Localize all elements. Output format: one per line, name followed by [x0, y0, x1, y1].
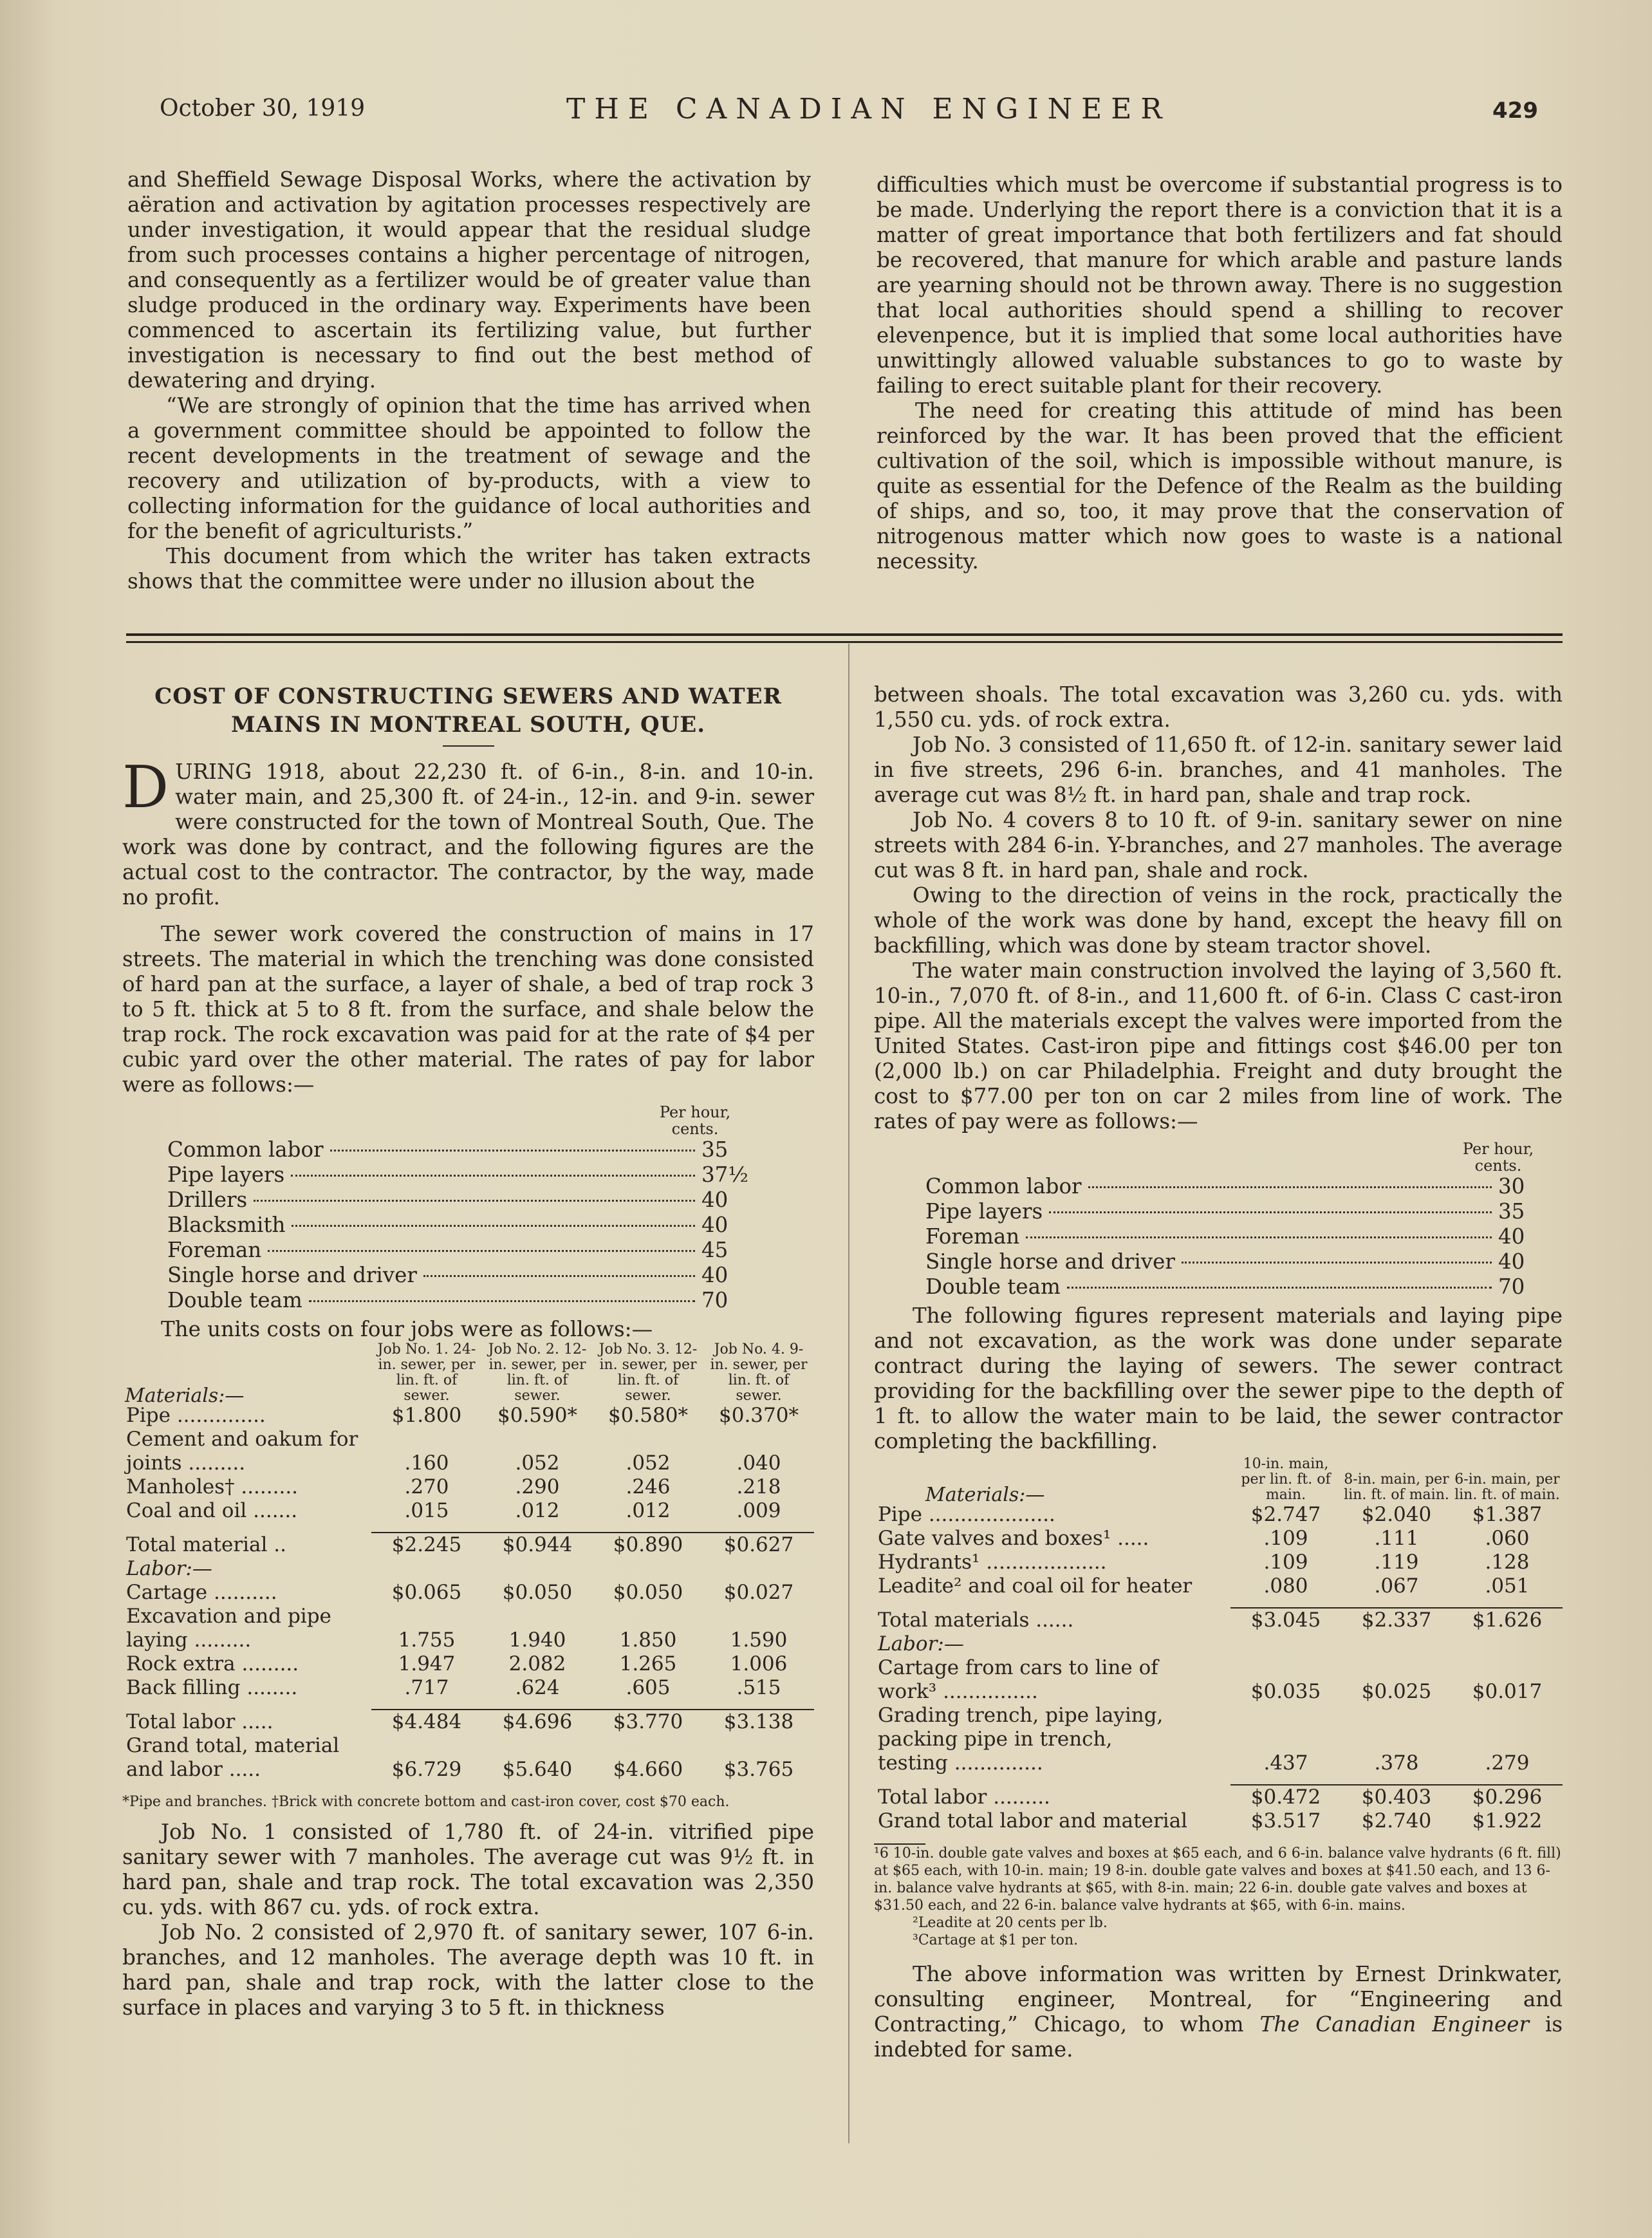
- continuation-paragraph: between shoals. The total excavation was 3,260 cu. yds. with 1,550 cu. yds. of rock extra.: [874, 682, 1563, 732]
- cell-value: $0.050: [502, 1581, 573, 1604]
- rate-label: Foreman: [925, 1224, 1020, 1249]
- paragraph: “We are strongly of opinion that the time has arrived when a government committee should be appointed to follow the recent developments in the treatment of sewage and the recovery and utilization of by-products, with a view to collecting information for the guidance of local authorities and for the benefit of agriculturists.”: [127, 393, 811, 543]
- paragraph: The need for creating this attitude of mind has been reinforced by the war. It has been proved that the efficient cultivation of the soil, which is impossible without manure, is quite as essential for the Defence of the Realm as the building of ships, and so, too, it may prove that the conservation of nitrogenous matter which now goes to waste is a national necessity.: [877, 398, 1563, 573]
- column-divider: [848, 644, 849, 2143]
- rate-value: 40: [701, 1188, 729, 1212]
- page-header: [148, 89, 1538, 134]
- rate-label: Pipe layers: [925, 1199, 1043, 1224]
- cell-value: .378: [1374, 1751, 1419, 1775]
- cell-value: .119: [1374, 1551, 1419, 1574]
- cell-value: [1452, 1728, 1563, 1751]
- journal-title: THE CANADIAN ENGINEER: [566, 93, 1171, 126]
- article-left-column: [122, 682, 814, 2020]
- cell-value: $6.729: [391, 1758, 462, 1781]
- cell-value: .605: [626, 1676, 671, 1699]
- table-row: [874, 1656, 1563, 1680]
- cell-value: .067: [1374, 1574, 1419, 1598]
- cell-value: .270: [404, 1475, 449, 1498]
- spacer-cell: [593, 1700, 703, 1710]
- table-row: [122, 1734, 814, 1758]
- job2-paragraph: Job No. 2 consisted of 2,970 ft. of sanitary sewer, 107 6-in. branches, and 12 manholes. The average depth was 10 ft. in hard pan, shale and trap rock, with the latter close to the surface in places and varying 3 to 5 ft. in thickness: [122, 1920, 814, 2020]
- materials-label: Materials:—: [125, 1385, 245, 1407]
- cell-value: [1341, 1728, 1452, 1751]
- cell-value: [703, 1428, 814, 1451]
- materials-label: Materials:—: [925, 1484, 1045, 1506]
- cell-value: [1452, 1704, 1563, 1728]
- row-label: Excavation and pipe: [126, 1605, 331, 1628]
- rate-row: [167, 1263, 747, 1288]
- table-row: [874, 1751, 1563, 1775]
- spacer-cell: [482, 1700, 593, 1710]
- cell-value: $0.027: [723, 1581, 794, 1604]
- cell-value: .109: [1263, 1527, 1308, 1550]
- table-row: [874, 1574, 1563, 1598]
- column-header: Job No. 3. 12-in. sewer, per lin. ft. of sewer.: [599, 1341, 698, 1404]
- rate-row: [167, 1288, 747, 1313]
- cell-value: $2.337: [1341, 1608, 1452, 1632]
- cell-value: $0.403: [1341, 1785, 1452, 1809]
- row-label: Grand total labor and material: [878, 1809, 1188, 1832]
- footnote: ²Leadite at 20 cents per lb.: [913, 1915, 1108, 1931]
- leader-dots: [330, 1150, 695, 1152]
- cell-value: [703, 1557, 814, 1581]
- cell-value: $3.138: [703, 1710, 814, 1734]
- cell-value: [482, 1605, 593, 1628]
- row-label: Rock extra .........: [126, 1652, 299, 1675]
- job1-paragraph: Job No. 1 consisted of 1,780 ft. of 24-in. vitrified pipe sanitary sewer with 7 manholes. The average cut was 9½ ft. in hard pan, shale and trap rock. The total excavation was 2,350 cu. yds. with 867 cu. yds. of rock extra.: [122, 1820, 814, 1919]
- cell-value: $4.484: [371, 1710, 482, 1734]
- row-label: Total labor .....: [126, 1710, 274, 1733]
- paragraph: difficulties which must be overcome if substantial progress is to be made. Underlying the report there is a conviction that it is a matter of great importance that both fertilizers and fat should be recovered, that manure for which arable and pasture lands are yearning should not be thrown away. There is no suggestion that local authorities should spend a shilling to recover elevenpence, but it is implied that some local authorities have unwittingly allowed valuable substances to go to waste by failing to erect suitable plant for their recovery.: [877, 173, 1563, 398]
- cell-value: $3.770: [593, 1710, 703, 1734]
- sewer-table-body: [122, 1404, 814, 1782]
- cell-value: .515: [736, 1676, 781, 1699]
- cell-value: [703, 1605, 814, 1628]
- row-label: Back filling ........: [126, 1676, 298, 1699]
- cell-value: .009: [736, 1499, 781, 1522]
- sewer-cost-table: [122, 1342, 814, 1782]
- cell-value: .160: [404, 1451, 449, 1475]
- row-label: Total material ..: [126, 1533, 287, 1556]
- table-row: [122, 1428, 814, 1451]
- spacer-cell: [1341, 1775, 1452, 1785]
- row-label: and labor .....: [126, 1758, 261, 1781]
- rate-label: Double team: [925, 1274, 1061, 1299]
- row-label: Labor:—: [878, 1632, 964, 1655]
- table-row: [122, 1676, 814, 1700]
- cell-value: $0.065: [391, 1581, 462, 1604]
- cell-value: $1.626: [1452, 1608, 1563, 1632]
- cell-value: 2.082: [508, 1652, 566, 1675]
- cell-value: 1.006: [730, 1652, 788, 1675]
- spacer-cell: [1341, 1598, 1452, 1608]
- table-row: [122, 1628, 814, 1652]
- footnote: ³Cartage at $1 per ton.: [913, 1932, 1079, 1948]
- water-intro-paragraph: The following figures represent materials and laying pipe and not excavation, as the work was done under separate contract during the laying of sewers. The sewer contract providing for the backfilling over the sewer pipe to the depth of 1 ft. to allow the water main to be laid, the sewer contractor completing the backfilling.: [874, 1303, 1563, 1453]
- table-row: [122, 1605, 814, 1628]
- table-row: [122, 1652, 814, 1676]
- table-row: [874, 1785, 1563, 1809]
- cell-value: [703, 1734, 814, 1758]
- table-row: [874, 1632, 1563, 1656]
- column-header: 10-in. main, per lin. ft. of main.: [1241, 1456, 1331, 1503]
- table-row: [122, 1451, 814, 1475]
- article-right-column: [874, 682, 1563, 2062]
- cell-value: [371, 1557, 482, 1581]
- row-label: joints .........: [126, 1451, 246, 1475]
- table-row: [874, 1680, 1563, 1704]
- cell-value: $3.517: [1250, 1809, 1321, 1832]
- cell-value: $0.025: [1361, 1680, 1432, 1703]
- cell-value: $3.045: [1230, 1608, 1341, 1632]
- table-row: [874, 1809, 1563, 1833]
- rate-value: 40: [701, 1213, 729, 1237]
- row-label: work³ ...............: [878, 1680, 1038, 1703]
- footnote: ¹6 10-in. double gate valves and boxes at $65 each, and 6 6-in. balance valve hydrants (6 ft. fill) at $65 each, with 10-in. main; 19 8-in. double gate valves and boxes at $41.50 each, and 13 6-in. balance valve hydrants at $65, with 8-in. main; 22 6-in. double gate valves and boxes at $31.50 each, and 22 6-in. balance valve hydrants at $65, with 6-in. mains.: [874, 1845, 1561, 1914]
- rate-value: 70: [701, 1288, 729, 1312]
- cell-value: [1341, 1632, 1452, 1656]
- row-label: Leadite² and coal oil for heater: [878, 1574, 1193, 1598]
- cell-value: $0.944: [482, 1533, 593, 1557]
- rate-label: Single horse and driver: [167, 1263, 417, 1287]
- spacer-cell: [703, 1523, 814, 1533]
- cell-value: .012: [515, 1499, 560, 1522]
- cell-value: $2.740: [1361, 1809, 1432, 1832]
- cell-value: [371, 1605, 482, 1628]
- leader-dots: [423, 1275, 695, 1277]
- cell-value: $0.017: [1472, 1680, 1543, 1703]
- spacer-cell: [371, 1523, 482, 1533]
- closing-text: The above information was written by Ernest Drinkwater, consulting engineer, Montreal, for “Engineering and Contracting,” Chicago, to whom: [874, 1962, 1563, 2037]
- spacer-row: [874, 1598, 1563, 1608]
- row-label: Gate valves and boxes¹ .....: [878, 1527, 1149, 1550]
- cell-value: $1.387: [1472, 1503, 1543, 1526]
- column-header: 8-in. main, per lin. ft. of main.: [1344, 1471, 1449, 1503]
- cell-value: [482, 1734, 593, 1758]
- cell-value: .109: [1263, 1551, 1308, 1574]
- sewer-paragraph: The sewer work covered the construction of mains in 17 streets. The material in which the trenching was done consisted of hard pan at the surface, a layer of shale, a bed of trap rock 3 to 5 ft. thick at 5 to 8 ft. from the surface, and shale below the trap rock. The rock excavation was paid for at the rate of $4 per cubic yard over the other material. The rates of pay for labor were as follows:—: [122, 922, 814, 1097]
- journal-name-italic: The Canadian Engineer: [1259, 2012, 1530, 2037]
- table-row: [874, 1527, 1563, 1551]
- column-header: Job No. 2. 12-in. sewer, per lin. ft. of sewer.: [488, 1341, 587, 1404]
- water-rates-list: [925, 1141, 1543, 1300]
- cell-value: .111: [1374, 1527, 1419, 1550]
- cell-value: .051: [1485, 1574, 1530, 1598]
- cell-value: [1230, 1656, 1341, 1680]
- cell-value: $2.040: [1361, 1503, 1432, 1526]
- spacer-cell: [1230, 1598, 1341, 1608]
- cell-value: 1.940: [508, 1628, 566, 1652]
- table-row: [122, 1710, 814, 1734]
- leader-dots: [292, 1225, 695, 1227]
- leader-dots: [1049, 1211, 1492, 1213]
- top-right-column: [877, 173, 1563, 574]
- rate-row: [167, 1188, 747, 1213]
- cell-value: .218: [736, 1475, 781, 1498]
- rate-row: [167, 1137, 747, 1162]
- rate-value: 37½: [701, 1162, 748, 1187]
- drop-cap: D: [122, 754, 169, 821]
- table-row: [122, 1475, 814, 1499]
- cell-value: .012: [626, 1499, 671, 1522]
- table-row: [122, 1758, 814, 1782]
- column-header: Job No. 4. 9-in. sewer, per lin. ft. of sewer.: [710, 1341, 808, 1404]
- table-row: [874, 1728, 1563, 1751]
- intro-paragraph: [122, 754, 814, 910]
- closing-paragraph: [874, 1962, 1563, 2062]
- spacer-cell: [1230, 1775, 1341, 1785]
- cell-value: $0.296: [1452, 1785, 1563, 1809]
- rate-row: [925, 1274, 1543, 1300]
- sewer-rates-list: [167, 1104, 747, 1313]
- water-main-paragraph: The water main construction involved the laying of 3,560 ft. 10-in., 7,070 ft. of 8-in., and 11,600 ft. of 6-in. Class C cast-iron pipe. All the materials except the valves were imported from the United States. Cast-iron pipe and fittings cost $46.00 per ton (2,000 lb.) on car Philadelphia. Freight and duty brought the cost to $77.00 per ton on car 2 miles from line of work. The rates of pay were as follows:—: [874, 958, 1563, 1133]
- cell-value: $0.035: [1250, 1680, 1321, 1703]
- rate-row: [167, 1213, 747, 1238]
- spacer-cell: [874, 1775, 1230, 1785]
- cell-value: 1.947: [398, 1652, 456, 1675]
- rate-row: [925, 1249, 1543, 1274]
- row-label: testing ..............: [878, 1751, 1043, 1775]
- cell-value: .437: [1263, 1751, 1308, 1775]
- table-row: [874, 1503, 1563, 1527]
- rate-value: 40: [1498, 1249, 1525, 1274]
- cell-value: $0.472: [1230, 1785, 1341, 1809]
- cell-value: .128: [1485, 1551, 1530, 1574]
- table-row: [122, 1404, 814, 1428]
- cell-value: [593, 1605, 703, 1628]
- units-intro: The units costs on four jobs were as follows:—: [161, 1317, 653, 1341]
- rate-label: Single horse and driver: [925, 1249, 1175, 1274]
- rate-label: Drillers: [167, 1188, 248, 1212]
- column-header: Job No. 1. 24-in. sewer, per lin. ft. of sewer.: [377, 1341, 476, 1404]
- leader-dots: [291, 1175, 695, 1177]
- top-left-column: [127, 167, 811, 594]
- rate-value: 45: [701, 1238, 729, 1262]
- cell-value: $0.050: [613, 1581, 683, 1604]
- cell-value: .717: [404, 1676, 449, 1699]
- rate-label: Foreman: [167, 1238, 262, 1262]
- cell-value: [593, 1428, 703, 1451]
- table-row: [122, 1557, 814, 1581]
- cell-value: [593, 1734, 703, 1758]
- rates-header: Per hour, cents.: [659, 1103, 731, 1138]
- cell-value: .246: [626, 1475, 671, 1498]
- article-headline: COST OF CONSTRUCTING SEWERS AND WATER MAINS IN MONTREAL SOUTH, QUE.: [154, 684, 782, 738]
- rate-row: [925, 1174, 1543, 1199]
- cell-value: [1230, 1728, 1341, 1751]
- rate-label: Pipe layers: [167, 1162, 285, 1187]
- issue-date: October 30, 1919: [160, 95, 366, 122]
- headline-rule: [443, 745, 494, 747]
- row-label: Cartage from cars to line of: [878, 1656, 1158, 1679]
- leader-dots: [1067, 1287, 1492, 1289]
- row-label: Labor:—: [126, 1557, 212, 1580]
- rate-label: Double team: [167, 1288, 302, 1312]
- row-label: Coal and oil .......: [126, 1499, 298, 1522]
- cell-value: $0.590*: [497, 1404, 577, 1427]
- leader-dots: [254, 1200, 695, 1202]
- rate-value: 35: [701, 1137, 729, 1162]
- cell-value: $5.640: [502, 1758, 573, 1781]
- cell-value: $2.747: [1250, 1503, 1321, 1526]
- spacer-cell: [482, 1523, 593, 1533]
- table-row: [122, 1499, 814, 1523]
- double-rule-top: [126, 633, 1563, 636]
- row-label: Total materials ......: [878, 1609, 1074, 1632]
- rate-label: Common labor: [925, 1174, 1082, 1198]
- cell-value: .624: [515, 1676, 560, 1699]
- cell-value: [371, 1734, 482, 1758]
- page-number: 429: [1492, 98, 1538, 124]
- paragraph: and Sheffield Sewage Disposal Works, where the activation by aëration and activation by agitation processes respectively are under investigation, it would appear that the residual sludge from such processes contains a higher percentage of nitrogen, and consequently as a fertilizer would be of greater value than sludge produced in the ordinary way. Experiments have been commenced to ascertain its fertilizing value, but further investigation is necessary to find out the best method of dewatering and drying.: [127, 167, 811, 393]
- intro-text: URING 1918, about 22,230 ft. of 6-in., 8-in. and 10-in. water main, and 25,300 ft. of 24-in., 12-in. and 9-in. sewer were constructed for the town of Montreal South, Que. The work was done by contract, and the following figures are the actual cost to the contractor. The contractor, by the way, made no profit.: [122, 760, 814, 909]
- rate-rows: [167, 1137, 747, 1313]
- cell-value: [1341, 1656, 1452, 1680]
- rate-value: 70: [1498, 1274, 1525, 1299]
- cell-value: $0.627: [703, 1533, 814, 1557]
- cell-value: .290: [515, 1475, 560, 1498]
- rate-rows: [925, 1174, 1543, 1300]
- veins-paragraph: Owing to the direction of veins in the rock, practically the whole of the work was done by hand, except the heavy fill on backfilling, which was done by steam tractor shovel.: [874, 883, 1563, 958]
- cell-value: $4.696: [482, 1710, 593, 1734]
- leader-dots: [1088, 1186, 1492, 1188]
- row-label: Pipe ..............: [126, 1404, 266, 1427]
- rate-row: [167, 1162, 747, 1188]
- spacer-cell: [1452, 1775, 1563, 1785]
- row-label: Cartage ..........: [126, 1581, 277, 1604]
- leader-dots: [268, 1250, 695, 1252]
- cell-value: .279: [1485, 1751, 1530, 1775]
- row-label: Grand total, material: [126, 1734, 340, 1757]
- spacer-cell: [1452, 1598, 1563, 1608]
- row-label: Manholes† .........: [126, 1475, 299, 1498]
- cell-value: .040: [736, 1451, 781, 1475]
- row-label: Hydrants¹ ...................: [878, 1551, 1107, 1574]
- cell-value: 1.590: [730, 1628, 788, 1652]
- cell-value: $0.580*: [608, 1404, 688, 1427]
- row-label: laying .........: [126, 1628, 252, 1652]
- rates-header: Per hour, cents.: [1462, 1140, 1534, 1175]
- rate-value: 35: [1498, 1199, 1525, 1224]
- cell-value: .015: [404, 1499, 449, 1522]
- spacer-cell: [371, 1700, 482, 1710]
- cell-value: [482, 1428, 593, 1451]
- table-row: [122, 1581, 814, 1605]
- cell-value: $2.245: [371, 1533, 482, 1557]
- cell-value: [1230, 1632, 1341, 1656]
- cell-value: 1.265: [619, 1652, 677, 1675]
- spacer-row: [122, 1523, 814, 1533]
- cell-value: [1230, 1704, 1341, 1728]
- table-row: [874, 1608, 1563, 1632]
- table-row: [122, 1533, 814, 1557]
- rate-row: [925, 1199, 1543, 1224]
- cell-value: $1.800: [391, 1404, 462, 1427]
- rate-label: Common labor: [167, 1137, 324, 1162]
- table-row: [874, 1704, 1563, 1728]
- column-header: 6-in. main, per lin. ft. of main.: [1454, 1471, 1560, 1503]
- cell-value: [482, 1557, 593, 1581]
- cell-value: [1341, 1704, 1452, 1728]
- cell-value: 1.850: [619, 1628, 677, 1652]
- leader-dots: [1182, 1262, 1492, 1264]
- paragraph: This document from which the writer has taken extracts shows that the committee were under no illusion about the: [127, 544, 811, 593]
- job4-paragraph: Job No. 4 covers 8 to 10 ft. of 9-in. sanitary sewer on nine streets with 284 6-in. Y-branches, and 27 manholes. The average cut was 8 ft. in hard pan, shale and rock.: [874, 808, 1563, 882]
- cell-value: [593, 1557, 703, 1581]
- cell-value: .052: [626, 1451, 671, 1475]
- cell-value: .080: [1263, 1574, 1308, 1598]
- cell-value: $1.922: [1472, 1809, 1543, 1832]
- leader-dots: [309, 1300, 695, 1302]
- double-rule-bottom: [126, 641, 1563, 643]
- row-label: Cement and oakum for: [126, 1428, 358, 1451]
- cell-value: $0.890: [593, 1533, 703, 1557]
- cell-value: $4.660: [613, 1758, 683, 1781]
- spacer-cell: [122, 1700, 371, 1710]
- leader-dots: [1026, 1236, 1492, 1238]
- spacer-row: [122, 1700, 814, 1710]
- cell-value: [1452, 1656, 1563, 1680]
- spacer-cell: [593, 1523, 703, 1533]
- cell-value: [1452, 1632, 1563, 1656]
- table-row: [874, 1551, 1563, 1574]
- spacer-cell: [703, 1700, 814, 1710]
- job3-paragraph: Job No. 3 consisted of 11,650 ft. of 12-in. sanitary sewer laid in five streets, 296 6-in. branches, and 41 manholes. The average cut was 8½ ft. in hard pan, shale and trap rock.: [874, 732, 1563, 807]
- cell-value: $3.765: [723, 1758, 794, 1781]
- cell-value: 1.755: [398, 1628, 456, 1652]
- cell-value: [371, 1428, 482, 1451]
- rate-label: Blacksmith: [167, 1213, 286, 1237]
- rate-row: [925, 1224, 1543, 1249]
- cell-value: .052: [515, 1451, 560, 1475]
- row-label: packing pipe in trench,: [878, 1728, 1113, 1751]
- spacer-cell: [122, 1523, 371, 1533]
- rate-value: 40: [701, 1263, 729, 1287]
- row-label: Grading trench, pipe laying,: [878, 1704, 1164, 1727]
- closing-text: is indebted for same.: [874, 2012, 1563, 2062]
- row-label: Pipe ....................: [878, 1503, 1055, 1526]
- cell-value: .060: [1485, 1527, 1530, 1550]
- water-cost-table: [874, 1457, 1563, 1833]
- water-table-body: [874, 1503, 1563, 1833]
- sewer-footnote: *Pipe and branches. †Brick with concrete bottom and cast-iron cover, cost $70 each.: [122, 1794, 730, 1810]
- rate-row: [167, 1238, 747, 1263]
- spacer-cell: [874, 1598, 1230, 1608]
- spacer-row: [874, 1775, 1563, 1785]
- rate-value: 40: [1498, 1224, 1525, 1249]
- cell-value: $0.370*: [719, 1404, 799, 1427]
- rate-value: 30: [1498, 1174, 1525, 1198]
- row-label: Total labor .........: [878, 1786, 1050, 1809]
